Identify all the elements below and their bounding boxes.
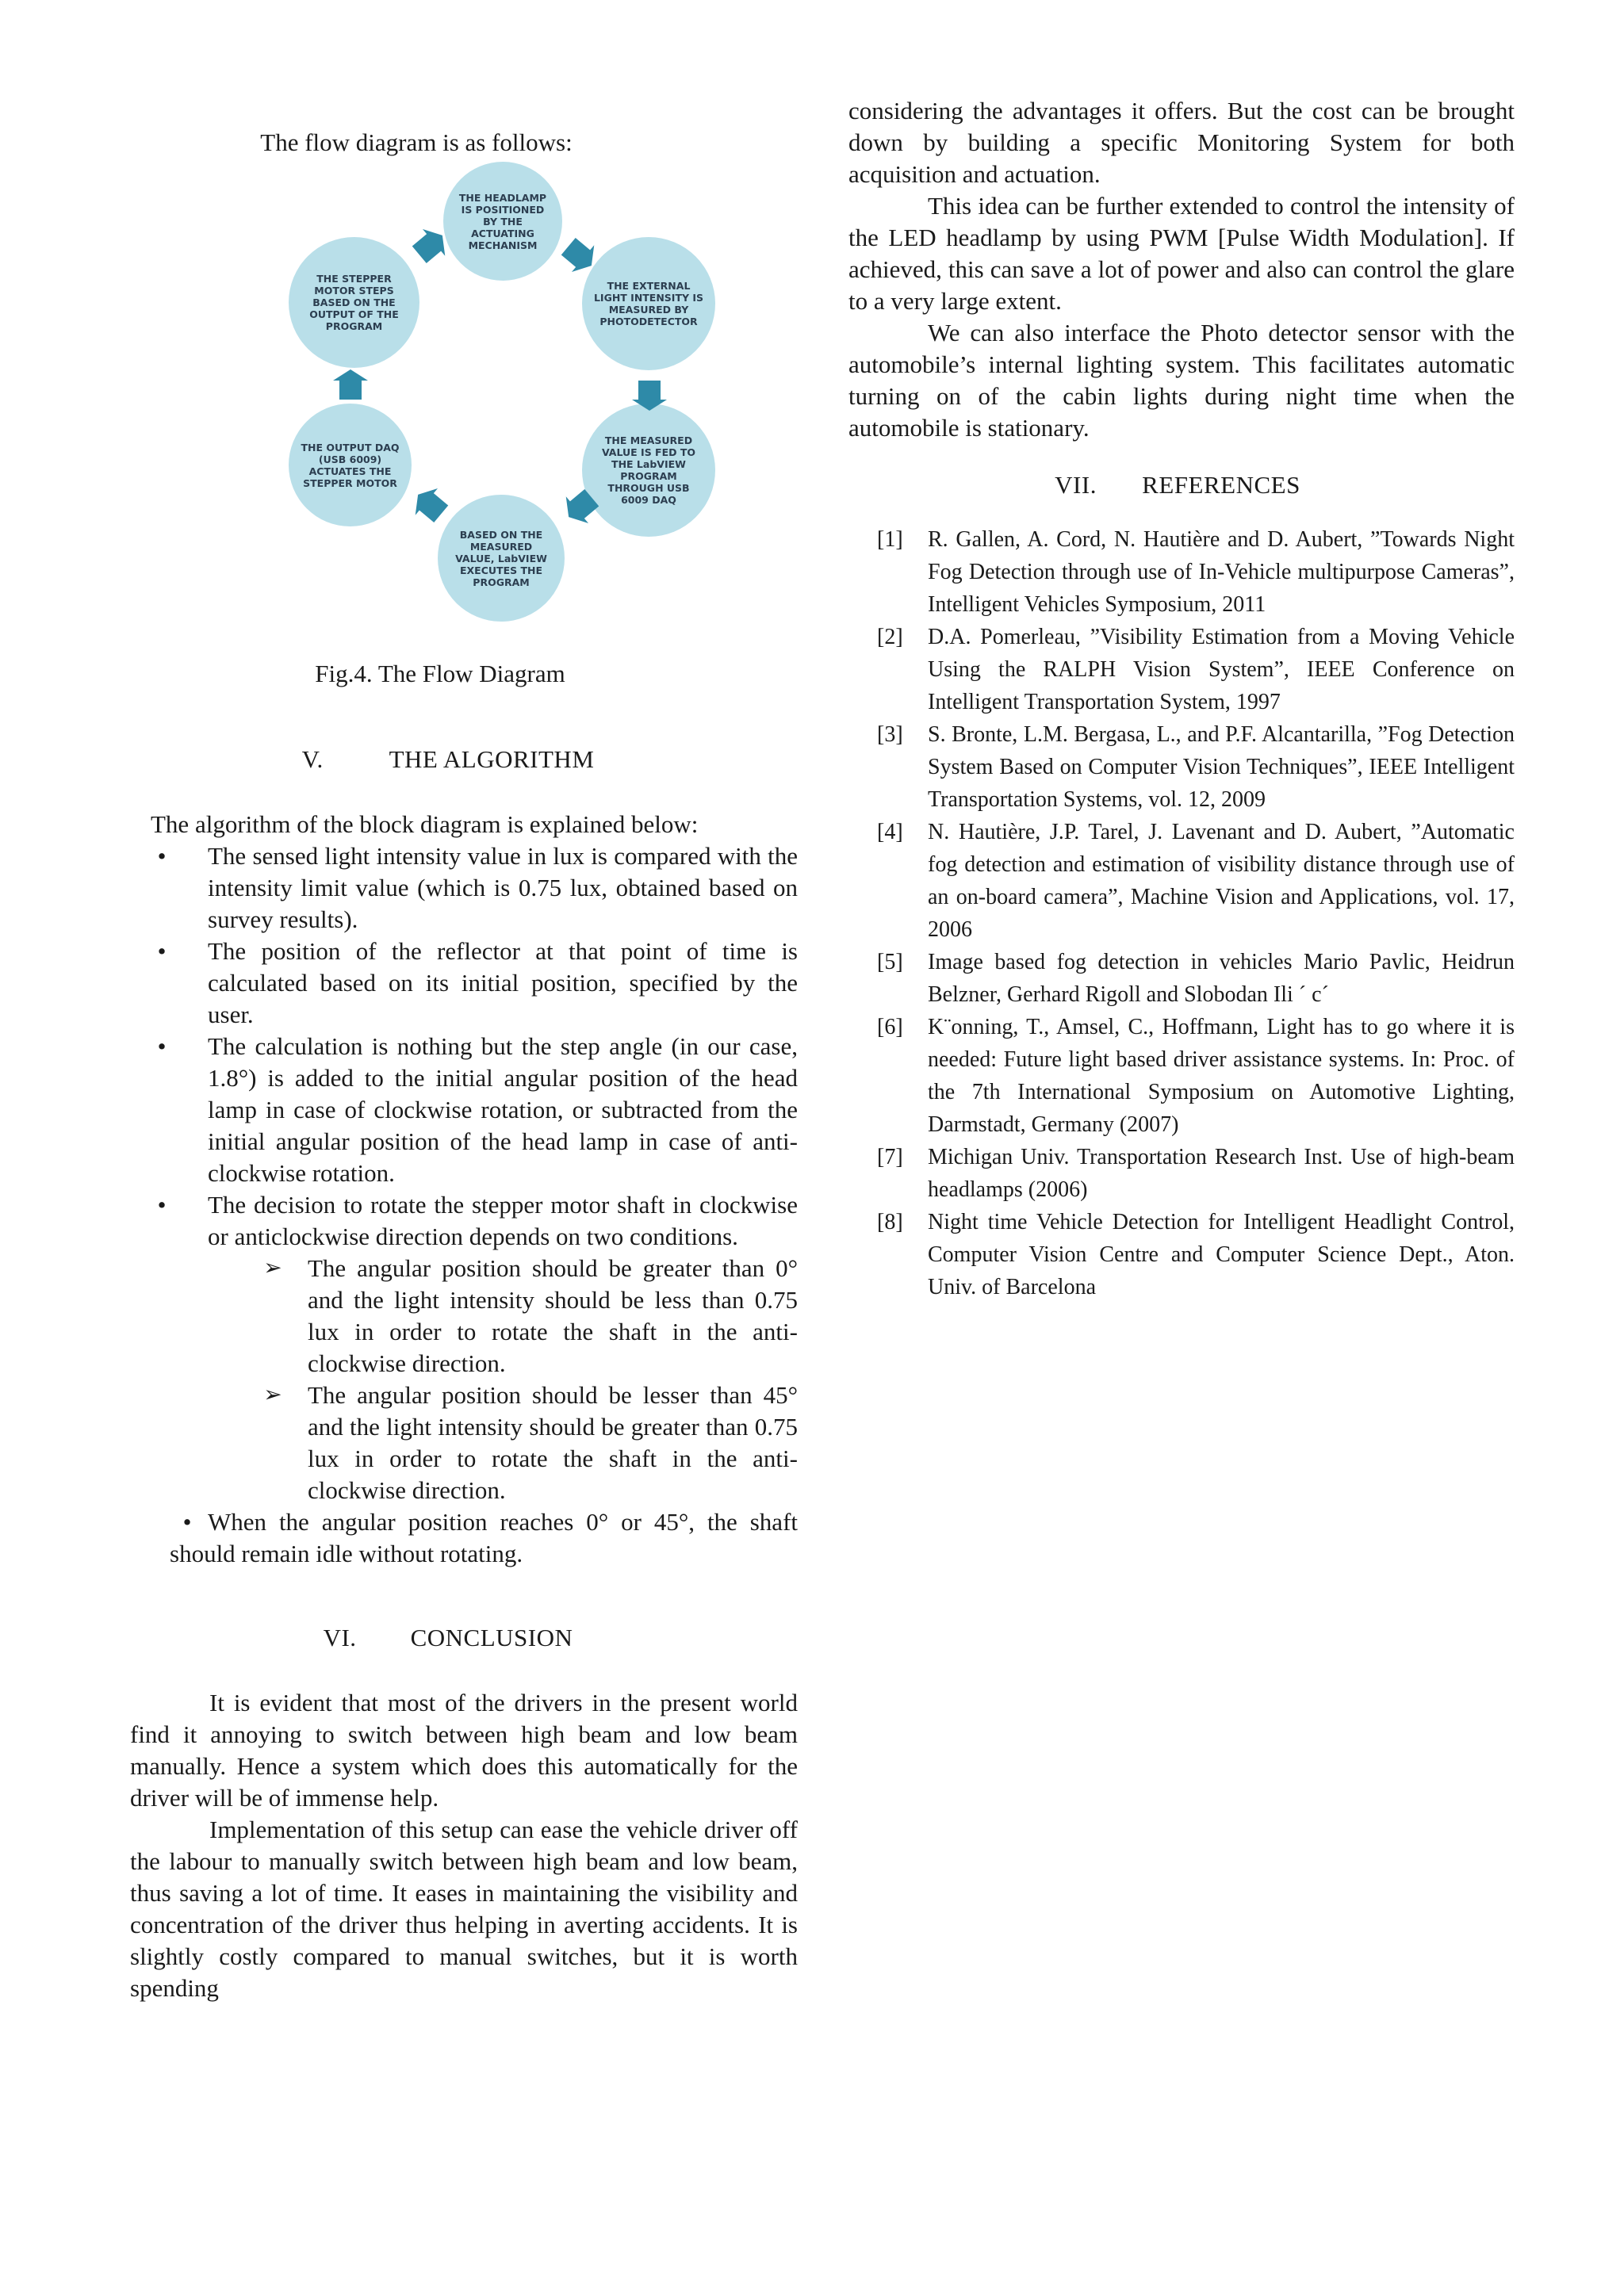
flow-node-headlamp-positioned: THE HEADLAMP IS POSITIONED BY THE ACTUATING MECHANISM — [443, 162, 562, 281]
flow-arrow-icon — [632, 376, 667, 411]
section-heading-references — [848, 469, 1515, 501]
flow-node-labview-executes: BASED ON THE MEASURED VALUE, LabVIEW EXECUTES THE PROGRAM — [438, 495, 565, 622]
flow-intro: The flow diagram is as follows: — [260, 128, 573, 156]
section-number: VII. — [1055, 471, 1097, 499]
continued-paragraph: considering the advantages it offers. But the cost can be brought down by building a specific Monitoring System for both acquisition and actuation. — [848, 97, 1515, 188]
flow-node-value-fed: THE MEASURED VALUE IS FED TO THE LabVIEW PROGRAM THROUGH USB 6009 DAQ — [582, 404, 715, 537]
section-heading-algorithm — [130, 744, 798, 775]
reference-item: [4] N. Hautière, J.P. Tarel, J. Lavenant and D. Aubert, ”Automatic fog detection and estimation of visibility distance through use of an on-board camera”, Machine Vision and Applications, vol. 17, 2006 — [877, 820, 1515, 942]
reference-item: [6] K¨onning, T., Amsel, C., Hoffmann, Light has to go where it is needed: Future light based driver assistance systems. In: Proc. of the 7th International Symposium on Automotive Lighting, Darmstadt, Germany (2007) — [877, 1015, 1515, 1137]
section-title: THE ALGORITHM — [389, 745, 595, 773]
photo-detector-paragraph: We can also interface the Photo detector sensor with the automobile’s internal lighting system. This facilitates automatic turning on of the cabin lights during night time when the automobile is stationary. — [848, 319, 1515, 442]
algorithm-bullet-list — [130, 840, 798, 1253]
list-item: • The decision to rotate the stepper motor shaft in clockwise or anticlockwise direction depends on two conditions. — [157, 1191, 798, 1250]
flow-arrow-icon — [412, 229, 446, 264]
idle-bullet: • When the angular position reaches 0° or 45°, the shaft should remain idle without rotating. — [170, 1508, 798, 1567]
section-heading-conclusion — [130, 1622, 798, 1654]
section-title: CONCLUSION — [410, 1624, 573, 1651]
reference-item: [1] R. Gallen, A. Cord, N. Hautière and D. Aubert, ”Towards Night Fog Detection through use of In-Vehicle multipurpose Cameras”, Intelligent Vehicles Symposium, 2011 — [877, 527, 1515, 617]
flow-arrow-icon — [565, 488, 599, 523]
list-item: ➢ The angular position should be lesser than 45° and the light intensity should be greater than 0.75 lux in order to rotate the shaft in the anti-clockwise direction. — [130, 1380, 798, 1506]
reference-item: [7] Michigan Univ. Transportation Research Inst. Use of high-beam headlamps (2006) — [877, 1145, 1515, 1202]
section-number: VI. — [323, 1624, 357, 1651]
reference-item: [3] S. Bronte, L.M. Bergasa, L., and P.F. Alcantarilla, ”Fog Detection System Based on Computer Vision Techniques”, IEEE Intelligent Transportation Systems, vol. 12, 2009 — [877, 722, 1515, 812]
reference-item: [5] Image based fog detection in vehicles Mario Pavlic, Heidrun Belzner, Gerhard Rigoll and Slobodan Ili ´ c´ — [877, 950, 1515, 1007]
section-title: REFERENCES — [1142, 471, 1300, 499]
flow-node-stepper-steps: THE STEPPER MOTOR STEPS BASED ON THE OUTPUT OF THE PROGRAM — [289, 237, 419, 368]
flow-node-light-measured: THE EXTERNAL LIGHT INTENSITY IS MEASURED BY PHOTODETECTOR — [582, 237, 715, 370]
list-item: • The position of the reflector at that point of time is calculated based on its initial position, specified by the user. — [157, 937, 798, 1028]
list-item: ➢ The angular position should be greater than 0° and the light intensity should be less than 0.75 lux in order to rotate the shaft in the anti-clockwise direction. — [130, 1253, 798, 1380]
section-number: V. — [301, 745, 324, 773]
conclusion-paragraph-2: Implementation of this setup can ease the vehicle driver off the labour to manually switch between high beam and low beam, thus saving a lot of time. It eases in maintaining the visibility and concentration of the driver thus helping in averting accidents. It is slightly costly compared to manual switches, but it is worth spending — [130, 1816, 798, 2002]
list-item: • The calculation is nothing but the step angle (in our case, 1.8°) is added to the initial angular position of the head lamp in case of clockwise rotation, or subtracted from the initial angular position of the head lamp in case of anti-clockwise rotation. — [157, 1032, 798, 1187]
pwm-paragraph: This idea can be further extended to control the intensity of the LED headlamp by using PWM [Pulse Width Modulation]. If achieved, this can save a lot of power and also can control the glare to a very large extent. — [848, 192, 1515, 315]
flow-diagram — [289, 162, 733, 629]
flow-arrow-icon — [333, 369, 368, 404]
arrow-bullet-icon: ➢ — [263, 1256, 282, 1280]
reference-item: [8] Night time Vehicle Detection for Intelligent Headlight Control, Computer Vision Centre and Computer Science Dept., Aton. Univ. of Barcelona — [877, 1210, 1515, 1299]
flow-node-daq-actuates: THE OUTPUT DAQ (USB 6009) ACTUATES THE STEPPER MOTOR — [289, 404, 412, 526]
list-item: • The sensed light intensity value in lux is compared with the intensity limit value (which is 0.75 lux, obtained based on survey results). — [157, 842, 798, 933]
flow-arrow-icon — [561, 237, 596, 272]
condition-sub-list — [130, 1253, 798, 1506]
figure-caption: Fig.4. The Flow Diagram — [315, 660, 565, 687]
arrow-bullet-icon: ➢ — [263, 1383, 282, 1407]
algorithm-intro: The algorithm of the block diagram is explained below: — [151, 810, 699, 838]
flow-arrow-icon — [414, 488, 449, 523]
reference-list — [848, 523, 1515, 1303]
left-column — [130, 95, 798, 2004]
right-column — [848, 95, 1515, 1303]
reference-item: [2] D.A. Pomerleau, ”Visibility Estimation from a Moving Vehicle Using the RALPH Vision System”, IEEE Conference on Intelligent Transportation System, 1997 — [877, 625, 1515, 714]
conclusion-paragraph-1: It is evident that most of the drivers in the present world find it annoying to switch between high beam and low beam manually. Hence a system which does this automatically for the driver will be of immense help. — [130, 1689, 798, 1812]
